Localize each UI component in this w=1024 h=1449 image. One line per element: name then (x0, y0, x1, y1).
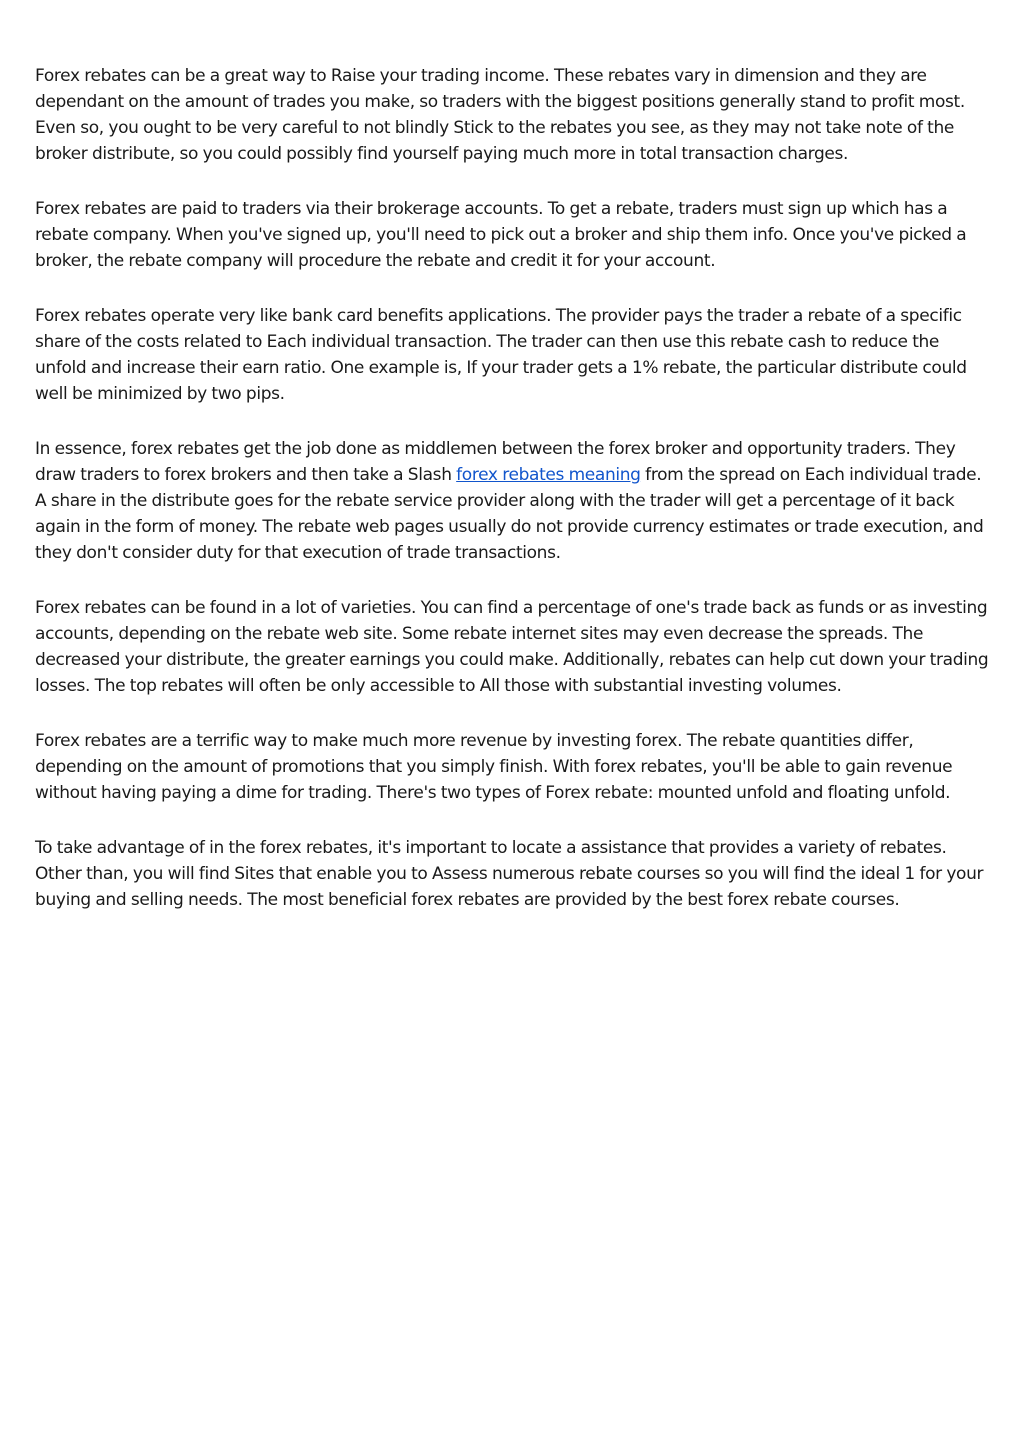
paragraph-1: Forex rebates can be a great way to Raise your trading income. These rebates vary in dimension and they are dependant on the amount of trades you make, so traders with the biggest positions generally stand to profit most. Even so, you ought to be very careful to not blindly Stick to the rebates you see, as they may not take note of the broker distribute, so you could possibly find yourself paying much more in total transaction charges. (35, 66, 965, 164)
paragraph-3: Forex rebates operate very like bank card benefits applications. The provider pays the trader a rebate of a specific share of the costs related to Each individual transaction. The trader can then use this rebate cash to reduce the unfold and increase their earn ratio. One example is, If your trader gets a 1% rebate, the particular distribute could well be minimized by two pips. (35, 306, 967, 404)
paragraph-7: To take advantage of in the forex rebates, it's important to locate a assistance that provides a variety of rebates. Other than, you will find Sites that enable you to Assess numerous rebate courses so you will find the ideal 1 for your buying and selling needs. The most beneficial forex rebates are provided by the best forex rebate courses. (35, 838, 984, 910)
paragraph-4 (35, 436, 993, 566)
paragraph-4-text-before: In essence, forex rebates get the job done as middlemen between the forex broker and opportunity traders. They draw traders to forex brokers and then take a Slash (35, 439, 956, 485)
paragraph-4-text-after: from the spread on Each individual trade. A share in the distribute goes for the rebate service provider along with the trader will get a percentage of it back again in the form of money. The rebate web pages usually do not provide currency estimates or trade execution, and they don't consider duty for that execution of trade transactions. (35, 465, 984, 563)
forex-rebates-meaning-link[interactable]: forex rebates meaning (456, 465, 641, 485)
article-body (35, 63, 993, 942)
paragraph-6: Forex rebates are a terrific way to make much more revenue by investing forex. The rebate quantities differ, depending on the amount of promotions that you simply finish. With forex rebates, you'll be able to gain revenue without having paying a dime for trading. There's two types of Forex rebate: mounted unfold and floating unfold. (35, 731, 953, 803)
paragraph-2: Forex rebates are paid to traders via their brokerage accounts. To get a rebate, traders must sign up which has a rebate company. When you've signed up, you'll need to pick out a broker and ship them info. Once you've picked a broker, the rebate company will procedure the rebate and credit it for your account. (35, 199, 967, 271)
paragraph-5: Forex rebates can be found in a lot of varieties. You can find a percentage of one's trade back as funds or as investing accounts, depending on the rebate web site. Some rebate internet sites may even decrease the spreads. The decreased your distribute, the greater earnings you could make. Additionally, rebates can help cut down your trading losses. The top rebates will often be only accessible to All those with substantial investing volumes. (35, 598, 989, 696)
